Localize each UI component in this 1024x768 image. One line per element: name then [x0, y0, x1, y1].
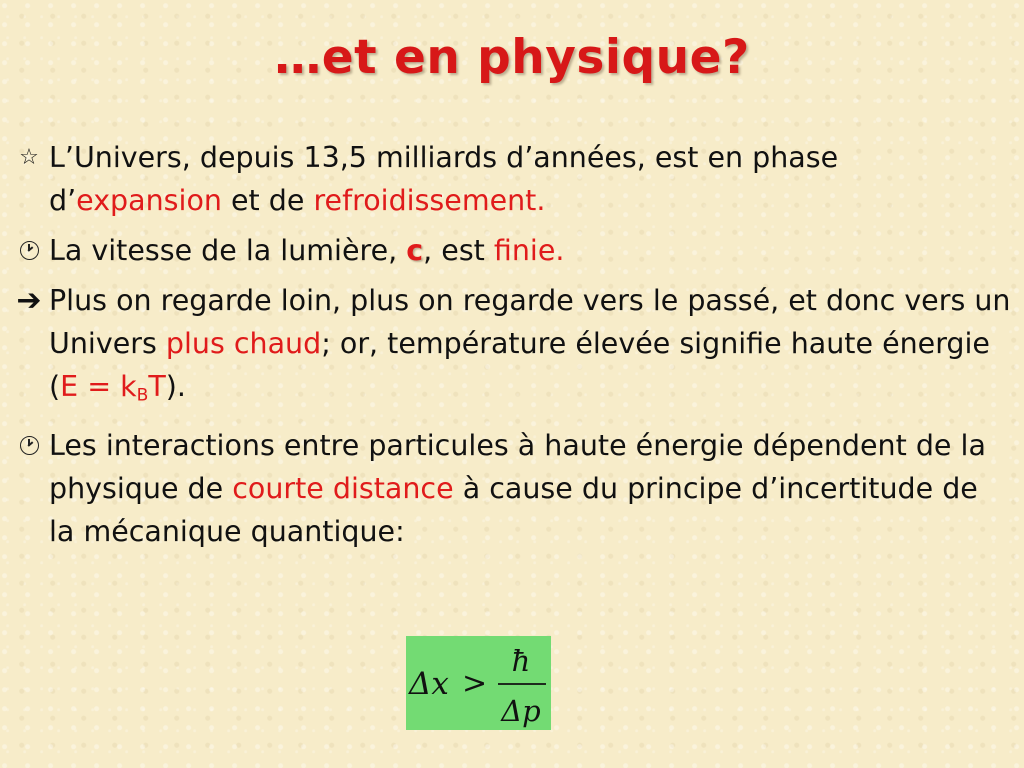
- formula-denominator: Δp: [501, 694, 541, 728]
- highlight-expansion: expansion: [76, 184, 222, 217]
- bullet-speed-of-light: [12, 229, 1012, 272]
- bullet-list: [12, 136, 1012, 560]
- subscript-b: B: [136, 385, 149, 406]
- star-icon: ☆: [19, 145, 39, 170]
- uncertainty-formula: [406, 636, 551, 730]
- bullet-text: à cause du principe d’incertitude de la mécanique quantique:: [49, 472, 978, 549]
- bullet-interactions: [12, 424, 1012, 553]
- highlight-c: c: [406, 234, 424, 267]
- bullet-text: , est: [423, 234, 494, 267]
- bullet-text: ; or, température élevée signifie haute énergie (: [49, 327, 990, 403]
- highlight-finie: finie.: [493, 234, 565, 267]
- formula-energy: $E = k_BT$: [60, 370, 166, 406]
- bullet-text: La vitesse de la lumière,: [49, 234, 407, 267]
- bullet-text: L’Univers, depuis 13,5 milliards d’années, est en phase d’: [49, 141, 839, 217]
- clock-icon: [15, 229, 43, 272]
- bullet-looking-far: [12, 279, 1012, 417]
- arrow-right-icon: ➔: [16, 283, 42, 318]
- bullet-text: ).: [165, 370, 186, 403]
- highlight-refroidissement: refroidissement.: [313, 184, 546, 217]
- formula-numerator: ħ: [511, 644, 531, 678]
- bullet-expansion: [12, 136, 1012, 222]
- bullet-text: et de: [221, 184, 314, 217]
- bullet-text: Plus on regarde loin, plus on regarde vers le passé, et donc vers un Univers: [49, 284, 1011, 360]
- slide-title: …et en physique?: [274, 30, 750, 85]
- highlight-plus-chaud: plus chaud: [165, 327, 322, 360]
- highlight-courte-distance: courte distance: [232, 472, 454, 506]
- clock-icon: [15, 424, 43, 467]
- formula-lhs: Δx: [409, 666, 449, 702]
- bullet-text: Les interactions entre particules à haute énergie dépendent de la physique de: [49, 429, 986, 506]
- formula-operator: >: [462, 666, 488, 701]
